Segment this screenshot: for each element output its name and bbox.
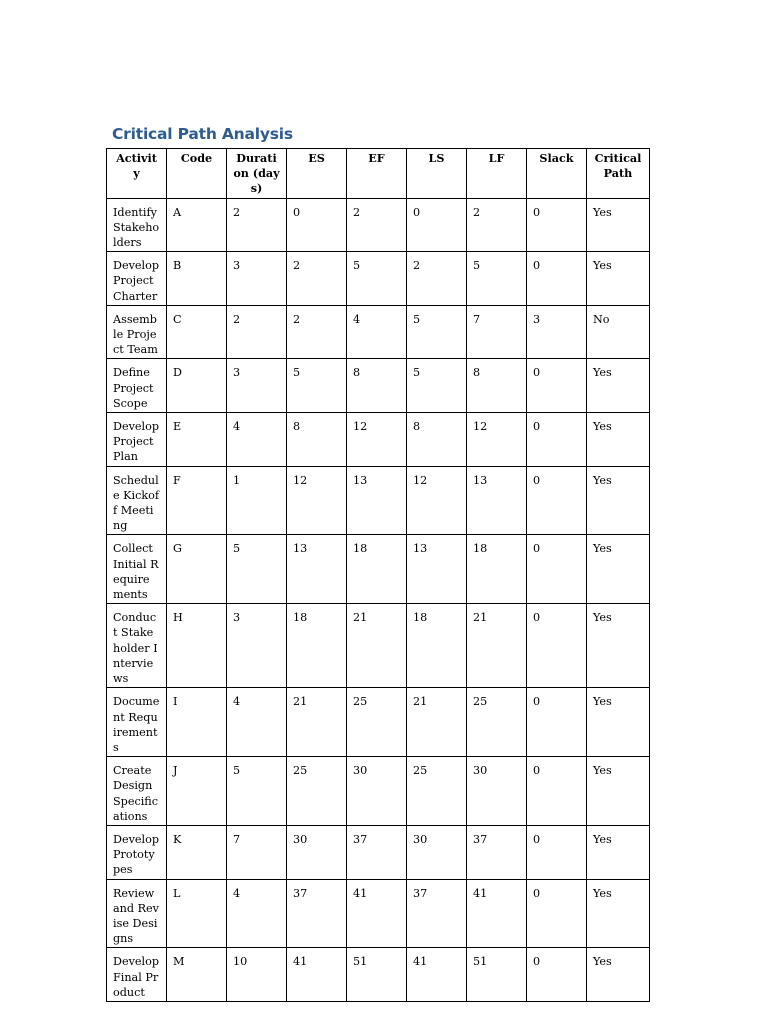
duration-cell: 4 [227, 879, 287, 948]
ls-cell: 8 [407, 413, 467, 467]
header-row [107, 149, 650, 199]
code-cell: K [167, 825, 227, 879]
ef-cell: 2 [347, 198, 407, 252]
code-cell: G [167, 535, 227, 604]
ls-cell: 0 [407, 198, 467, 252]
activity-cell: Schedule Kickoff Meeting [107, 466, 167, 535]
code-cell: J [167, 757, 227, 826]
critical-path-cell: Yes [587, 252, 650, 306]
table-row [107, 359, 650, 413]
slack-cell: 0 [527, 466, 587, 535]
duration-cell: 5 [227, 757, 287, 826]
slack-cell: 0 [527, 948, 587, 1002]
es-cell: 5 [287, 359, 347, 413]
ls-cell: 2 [407, 252, 467, 306]
table-body [107, 198, 650, 1001]
es-cell: 37 [287, 879, 347, 948]
critical-path-cell: Yes [587, 879, 650, 948]
critical-path-cell: Yes [587, 466, 650, 535]
code-cell: C [167, 305, 227, 359]
ls-cell: 21 [407, 688, 467, 757]
table-row [107, 413, 650, 467]
table-row [107, 688, 650, 757]
ef-cell: 18 [347, 535, 407, 604]
lf-cell: 51 [467, 948, 527, 1002]
table-row [107, 252, 650, 306]
ls-header: LS [407, 149, 467, 199]
activity-cell: Develop Final Product [107, 948, 167, 1002]
lf-cell: 5 [467, 252, 527, 306]
ls-cell: 5 [407, 305, 467, 359]
lf-cell: 8 [467, 359, 527, 413]
duration-cell: 3 [227, 604, 287, 688]
code-header: Code [167, 149, 227, 199]
duration-cell: 4 [227, 413, 287, 467]
ef-cell: 21 [347, 604, 407, 688]
ef-cell: 37 [347, 825, 407, 879]
ef-cell: 30 [347, 757, 407, 826]
ef-header: EF [347, 149, 407, 199]
es-cell: 2 [287, 305, 347, 359]
table-row [107, 198, 650, 252]
table-row [107, 825, 650, 879]
ls-cell: 37 [407, 879, 467, 948]
table-header [107, 149, 650, 199]
slack-cell: 0 [527, 359, 587, 413]
slack-cell: 0 [527, 604, 587, 688]
duration-cell: 7 [227, 825, 287, 879]
table-row [107, 948, 650, 1002]
ef-cell: 8 [347, 359, 407, 413]
critical-path-cell: Yes [587, 413, 650, 467]
slack-cell: 0 [527, 825, 587, 879]
critical-path-cell: Yes [587, 825, 650, 879]
code-cell: E [167, 413, 227, 467]
lf-cell: 7 [467, 305, 527, 359]
es-cell: 2 [287, 252, 347, 306]
es-cell: 8 [287, 413, 347, 467]
es-cell: 12 [287, 466, 347, 535]
critical-path-table [106, 148, 650, 1002]
activity-cell: Identify Stakeholders [107, 198, 167, 252]
slack-cell: 0 [527, 688, 587, 757]
duration-cell: 2 [227, 198, 287, 252]
duration-header: Duration (days) [227, 149, 287, 199]
es-cell: 25 [287, 757, 347, 826]
ls-cell: 12 [407, 466, 467, 535]
code-cell: L [167, 879, 227, 948]
ef-cell: 51 [347, 948, 407, 1002]
slack-cell: 0 [527, 757, 587, 826]
activity-cell: Develop Prototypes [107, 825, 167, 879]
duration-cell: 4 [227, 688, 287, 757]
code-cell: D [167, 359, 227, 413]
activity-cell: Define Project Scope [107, 359, 167, 413]
ls-cell: 25 [407, 757, 467, 826]
es-cell: 13 [287, 535, 347, 604]
activity-cell: Develop Project Plan [107, 413, 167, 467]
critical-path-cell: Yes [587, 757, 650, 826]
lf-cell: 37 [467, 825, 527, 879]
ef-cell: 12 [347, 413, 407, 467]
duration-cell: 5 [227, 535, 287, 604]
lf-cell: 13 [467, 466, 527, 535]
activity-cell: Document Requirements [107, 688, 167, 757]
page-title: Critical Path Analysis [112, 125, 293, 143]
ls-cell: 30 [407, 825, 467, 879]
ls-cell: 18 [407, 604, 467, 688]
critical-path-cell: Yes [587, 688, 650, 757]
ef-cell: 41 [347, 879, 407, 948]
es-header: ES [287, 149, 347, 199]
table-row [107, 604, 650, 688]
duration-cell: 2 [227, 305, 287, 359]
ef-cell: 13 [347, 466, 407, 535]
activity-cell: Review and Revise Designs [107, 879, 167, 948]
activity-cell: Create Design Specifications [107, 757, 167, 826]
lf-cell: 21 [467, 604, 527, 688]
duration-cell: 3 [227, 359, 287, 413]
duration-cell: 3 [227, 252, 287, 306]
code-cell: F [167, 466, 227, 535]
critical-path-cell: Yes [587, 535, 650, 604]
slack-cell: 0 [527, 198, 587, 252]
lf-header: LF [467, 149, 527, 199]
activity-cell: Assemble Project Team [107, 305, 167, 359]
es-cell: 30 [287, 825, 347, 879]
critical-path-cell: Yes [587, 948, 650, 1002]
lf-cell: 30 [467, 757, 527, 826]
critical-path-cell: Yes [587, 198, 650, 252]
slack-cell: 0 [527, 535, 587, 604]
code-cell: A [167, 198, 227, 252]
ls-cell: 41 [407, 948, 467, 1002]
critical-path-cell: Yes [587, 604, 650, 688]
critical-path-cell: No [587, 305, 650, 359]
slack-header: Slack [527, 149, 587, 199]
duration-cell: 10 [227, 948, 287, 1002]
table-row [107, 305, 650, 359]
table-row [107, 535, 650, 604]
table-row [107, 466, 650, 535]
ef-cell: 25 [347, 688, 407, 757]
ef-cell: 5 [347, 252, 407, 306]
code-cell: I [167, 688, 227, 757]
activity-cell: Conduct Stakeholder Interviews [107, 604, 167, 688]
slack-cell: 3 [527, 305, 587, 359]
code-cell: H [167, 604, 227, 688]
slack-cell: 0 [527, 413, 587, 467]
critical-path-header: Critical Path [587, 149, 650, 199]
lf-cell: 2 [467, 198, 527, 252]
slack-cell: 0 [527, 879, 587, 948]
slack-cell: 0 [527, 252, 587, 306]
activity-cell: Develop Project Charter [107, 252, 167, 306]
lf-cell: 18 [467, 535, 527, 604]
ls-cell: 13 [407, 535, 467, 604]
ls-cell: 5 [407, 359, 467, 413]
critical-path-cell: Yes [587, 359, 650, 413]
table-row [107, 757, 650, 826]
code-cell: B [167, 252, 227, 306]
es-cell: 21 [287, 688, 347, 757]
lf-cell: 41 [467, 879, 527, 948]
es-cell: 18 [287, 604, 347, 688]
ef-cell: 4 [347, 305, 407, 359]
table-row [107, 879, 650, 948]
es-cell: 0 [287, 198, 347, 252]
activity-cell: Collect Initial Requirements [107, 535, 167, 604]
duration-cell: 1 [227, 466, 287, 535]
code-cell: M [167, 948, 227, 1002]
lf-cell: 25 [467, 688, 527, 757]
es-cell: 41 [287, 948, 347, 1002]
activity-header: Activity [107, 149, 167, 199]
lf-cell: 12 [467, 413, 527, 467]
